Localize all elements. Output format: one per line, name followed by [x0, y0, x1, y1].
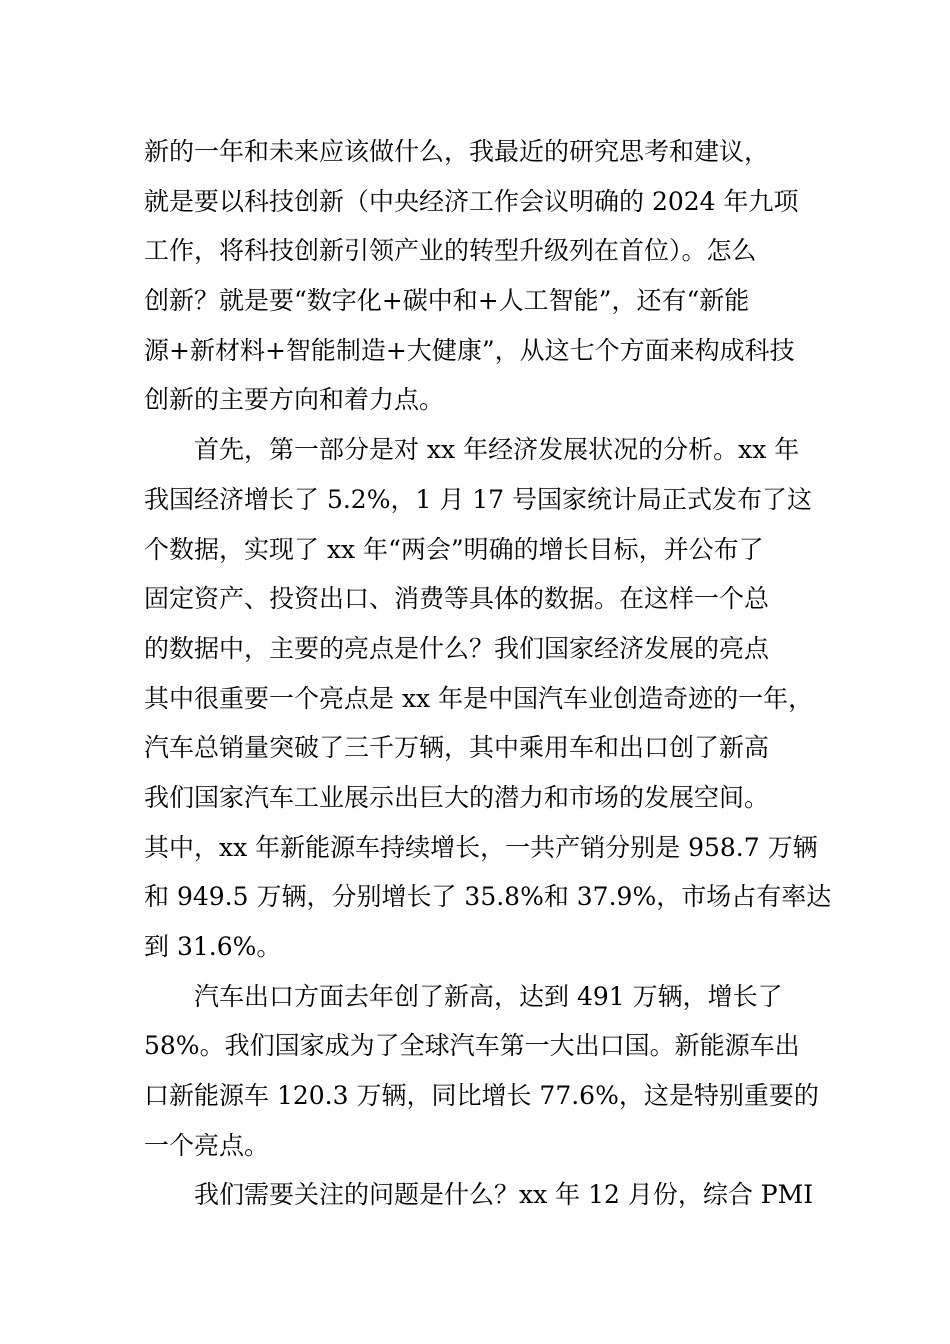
text-line: 的数据中，主要的亮点是什么？我们国家经济发展的亮点	[144, 633, 770, 663]
text-line: 到 31.6%。	[144, 932, 282, 961]
text-line: 一个亮点。	[144, 1130, 270, 1160]
text-line: 新的一年和未来应该做什么，我最近的研究思考和建议，	[144, 137, 770, 166]
paragraph-first-line: 汽车出口方面去年创了新高，达到 491 万辆，增长了	[194, 981, 783, 1011]
text-line: 源+新材料+智能制造+大健康”，从这七个方面来构成科技	[144, 335, 795, 365]
paragraph-first-line: 首先，第一部分是对 xx 年经济发展状况的分析。xx 年	[194, 435, 800, 465]
text-line: 其中很重要一个亮点是 xx 年是中国汽车业创造奇迹的一年，	[144, 683, 814, 713]
text-line: 和 949.5 万辆，分别增长了 35.8%和 37.9%，市场占有率达	[144, 882, 832, 912]
paragraph-first-line: 我们需要关注的问题是什么？xx 年 12 月份，综合 PMI	[194, 1180, 814, 1210]
text-line: 固定资产、投资出口、消费等具体的数据。在这样一个总	[144, 584, 770, 614]
document-body	[144, 127, 844, 1220]
text-line: 我国经济增长了 5.2%，1 月 17 号国家统计局正式发布了这	[144, 484, 813, 514]
text-line: 汽车总销量突破了三千万辆，其中乘用车和出口创了新高	[144, 733, 770, 763]
text-line: 创新的主要方向和着力点。	[144, 385, 445, 415]
text-line: 口新能源车 120.3 万辆，同比增长 77.6%，这是特别重要的	[144, 1081, 819, 1111]
text-line: 工作，将科技创新引领产业的转型升级列在首位）。怎么	[144, 236, 757, 266]
text-line: 其中，xx 年新能源车持续增长，一共产销分别是 958.7 万辆	[144, 832, 818, 862]
text-line: 个数据，实现了 xx 年“两会”明确的增长目标，并公布了	[144, 534, 764, 564]
text-line: 就是要以科技创新（中央经济工作会议明确的 2024 年九项	[144, 186, 799, 216]
text-line: 创新？就是要“数字化+碳中和+人工智能”，还有“新能	[144, 286, 750, 316]
text-line: 我们国家汽车工业展示出巨大的潜力和市场的发展空间。	[144, 782, 770, 812]
text-line: 58%。我们国家成为了全球汽车第一大出口国。新能源车出	[144, 1031, 800, 1061]
